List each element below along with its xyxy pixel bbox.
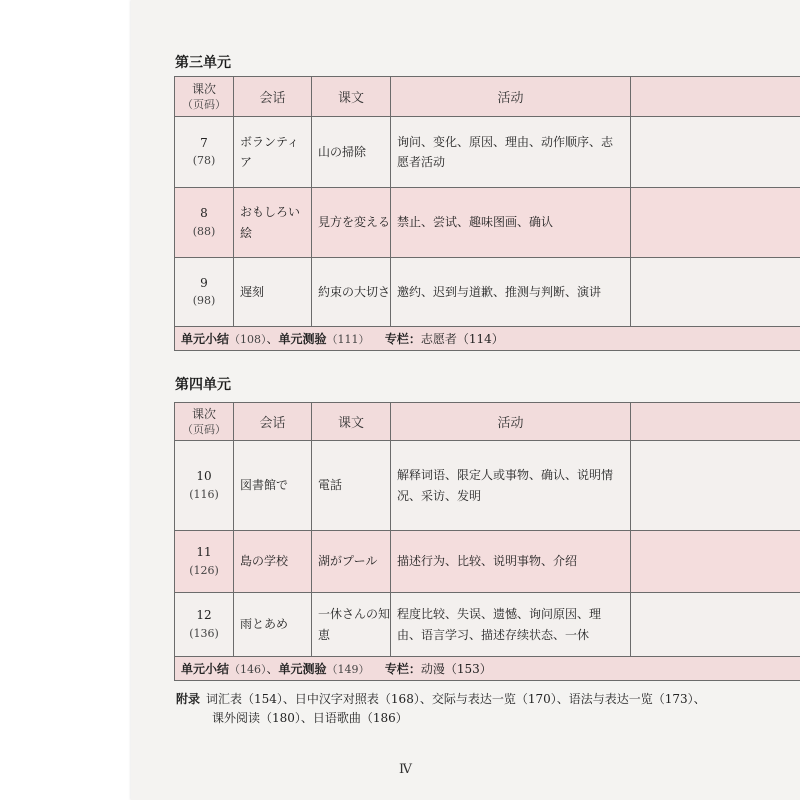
header-conversation: 会话: [234, 403, 312, 441]
blank-cell: [631, 188, 800, 258]
unit-summary: 单元小结（146）、单元测验（149） 专栏：动漫（153）: [175, 657, 800, 681]
text-cell: 湖がプール: [312, 531, 391, 593]
unit3-table: [174, 76, 800, 351]
activity-cell: 描述行为、比较、说明事物、介绍: [391, 531, 631, 593]
activity-cell: 询问、变化、原因、理由、动作顺序、志愿者活动: [391, 117, 631, 188]
lesson-number: 12 (136): [175, 593, 234, 657]
text-cell: 山の掃除: [312, 117, 391, 188]
header-conversation: 会话: [234, 77, 312, 117]
header-lesson: 课次 （页码）: [175, 77, 234, 117]
unit-summary: 单元小结（108）、单元测验（111） 专栏：志愿者（114）: [175, 327, 800, 351]
book-page: [131, 0, 800, 800]
text-cell: 電話: [312, 441, 391, 531]
table-row: [175, 441, 800, 531]
table-header-row: [175, 403, 800, 441]
header-text: 课文: [312, 403, 391, 441]
conversation-cell: 遅刻: [234, 258, 312, 327]
lesson-number: 8 (88): [175, 188, 234, 258]
appendix-line-2: 课外阅读（180）、日语歌曲（186）: [212, 711, 408, 725]
header-blank: [631, 403, 800, 441]
lesson-number: 9 (98): [175, 258, 234, 327]
header-activity: 活动: [391, 403, 631, 441]
lesson-number: 7 (78): [175, 117, 234, 188]
text-cell: 見方を変える: [312, 188, 391, 258]
unit-summary-row: [175, 327, 800, 351]
header-lesson: 课次 （页码）: [175, 403, 234, 441]
activity-cell: 程度比较、失误、遗憾、询问原因、理由、语言学习、描述存续状态、一休: [391, 593, 631, 657]
activity-cell: 邀约、迟到与道歉、推测与判断、演讲: [391, 258, 631, 327]
blank-cell: [631, 441, 800, 531]
conversation-cell: ボランティア: [234, 117, 312, 188]
blank-cell: [631, 258, 800, 327]
table-row: [175, 531, 800, 593]
conversation-cell: おもしろい絵: [234, 188, 312, 258]
conversation-cell: 島の学校: [234, 531, 312, 593]
text-cell: 約束の大切さ: [312, 258, 391, 327]
unit3-title: 第三单元: [175, 55, 231, 71]
table-row: [175, 258, 800, 327]
blank-cell: [631, 593, 800, 657]
lesson-number: 11 (126): [175, 531, 234, 593]
unit-summary-row: [175, 657, 800, 681]
activity-cell: 解释词语、限定人或事物、确认、说明情况、采访、发明: [391, 441, 631, 531]
appendix: [176, 690, 736, 728]
header-activity: 活动: [391, 77, 631, 117]
blank-cell: [631, 531, 800, 593]
lesson-number: 10 (116): [175, 441, 234, 531]
header-text: 课文: [312, 77, 391, 117]
appendix-label: 附录: [176, 692, 201, 706]
page-number: Ⅳ: [399, 762, 412, 777]
table-row: [175, 117, 800, 188]
header-blank: [631, 77, 800, 117]
table-header-row: [175, 77, 800, 117]
appendix-line-1: 附录 词汇表（154）、日中汉字对照表（168）、交际与表达一览（170）、语法与表达一览（173）、: [176, 692, 706, 706]
conversation-cell: 図書館で: [234, 441, 312, 531]
text-cell: 一休さんの知恵: [312, 593, 391, 657]
table-row: [175, 188, 800, 258]
conversation-cell: 雨とあめ: [234, 593, 312, 657]
table-row: [175, 593, 800, 657]
unit4-table: [174, 402, 800, 681]
activity-cell: 禁止、尝试、趣味图画、确认: [391, 188, 631, 258]
blank-cell: [631, 117, 800, 188]
unit4-title: 第四单元: [175, 377, 231, 393]
